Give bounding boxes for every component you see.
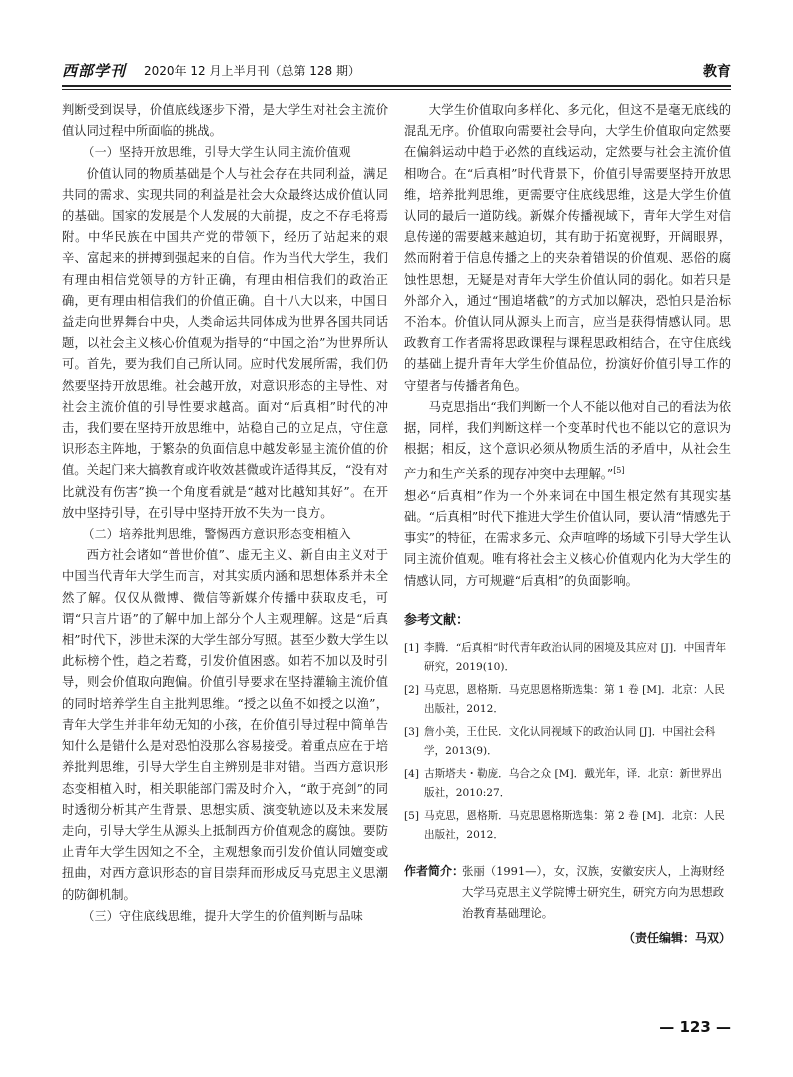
reference-number: [3] bbox=[404, 725, 420, 738]
reference-number: [4] bbox=[404, 767, 420, 780]
reference-number: [1] bbox=[404, 641, 420, 654]
subsection-heading: （一）坚持开放思维，引导大学生认同主流价值观 bbox=[82, 145, 351, 160]
reference-text: 李腾．“后真相”时代青年政治认同的困境及其应对 [J]．中国青年研究，2019(10)． bbox=[424, 641, 727, 673]
paragraph bbox=[404, 397, 731, 486]
issue-info: 2020年 12 月上半月刊（总第 128 期） bbox=[144, 64, 360, 78]
paragraph: 想必“后真相”作为一个外来词在中国生根定然有其现实基础。“后真相”时代下推进大学生价值认同，要认清“情感先于事实”的特征，在需求多元、众声喧哗的场域下引导大学生认同主流价值观。唯有将社会主义核心价值观内化为大学生的情感认同，方可规避“后真相”的负面影响。 bbox=[404, 488, 731, 588]
reference-text: 古斯塔夫・勒庞．乌合之众 [M]．戴光年，译．北京：新世界出版社，2010:27． bbox=[424, 767, 722, 799]
reference-list bbox=[404, 639, 731, 845]
paragraph: 西方社会诸如“普世价值”、虚无主义、新自由主义对于中国当代青年大学生而言，对其实质内涵和思想体系并未全然了解。仅仅从微博、微信等新媒介传播中获取皮毛，可谓“只言片语”的了解中加上部分个人主观理解。这是“后真相”时代下，涉世未深的大学生部分写照。甚至少数大学生以此标榜个性，趋之若鹜，引发价值困惑。如若不加以及时引导，则会价值取向跑偏。价值引导要求在坚持灌输主流价值的同时培养学生自主批判思维。“授之以鱼不如授之以渔”，青年大学生并非年幼无知的小孩，在价值引导过程中简单告知什么是错什么是对恐怕没那么容易接受。着重点应在于培养批判思维，引导大学生自主辨别是非对错。当西方意识形态变相植入时，相关职能部门需及时介入，“敢于亮剑”的同时透彻分析其产生背景、思想实质、演变轨迹以及未来发展走向，引导大学生从源头上抵制西方价值观念的腐蚀。要防止青年大学生因知之不全，主观想象而引发价值认同嬗变或扭曲，对西方意识形态的盲目崇拜而形成反马克思主义思潮的防御机制。 bbox=[62, 548, 389, 902]
paragraph: 大学生价值取向多样化、多元化，但这不是毫无底线的混乱无序。价值取向需要社会导向，大学生价值取向定然要在偏斜运动中趋于必然的直线运动，定然要与社会主流价值相吻合。在“后真相”时代背景下，价值引导需要坚持开放思维，培养批判思维，更需要守住底线思维，这是大学生价值认同的最后一道防线。新媒介传播视域下，青年大学生对信息传递的需要越来越迫切，其有助于拓宽视野，开阔眼界，然而附着于信息传播之上的夹杂着错误的价值观、恶俗的腐蚀性思想，无疑是对青年大学生价值认同的弱化。如若只是外部介入，通过“围追堵截”的方式加以解决，恐怕只是治标不治本。价值认同从源头上而言，应当是获得情感认同。思政教育工作者需将思政课程与课程思政相结合，在守住底线的基础上提升青年大学生价值品位，扮演好价值引导工作的守望者与传播者角色。 bbox=[404, 103, 731, 393]
reference-number: [5] bbox=[404, 809, 420, 822]
reference-item bbox=[404, 681, 731, 719]
reference-item bbox=[404, 765, 731, 803]
page-number: — 123 — bbox=[659, 1018, 731, 1036]
author-bio-label: 作者简介： bbox=[404, 863, 465, 878]
header-rule-thick bbox=[62, 85, 731, 87]
paragraph: 价值认同的物质基础是个人与社会存在共同利益，满足共同的需求、实现共同的利益是社会大众最终达成价值认同的基础。国家的发展是个人发展的大前提，皮之不存毛将焉附。中华民族在中国共产党的带领下，经历了站起来的艰辛、富起来的拼搏到强起来的自信。作为当代大学生，我们有理由相信党领导的方针正确，有理由相信我们的政治正确，更有理由相信我们的价值正确。自十八大以来，中国日益走向世界舞台中央，人类命运共同体成为世界各国共同话题，以社会主义核心价值观为指导的“中国之治”为世界所认可。首先，要为我们自己所认同。应时代发展所需，我们仍然要坚持开放思维。社会越开放，对意识形态的主导性、对社会主流价值的引导性要求越高。面对“后真相”时代的冲击，我们要在坚持开放思维中，站稳自己的立足点，守住意识形态主阵地，于繁杂的负面信息中越发彰显主流价值的价值。关起门来大搞教育或许收效甚微或许适得其反，“没有对比就没有伤害”换一个角度看就是“越对比越知其好”。在开放中坚持引导，在引导中坚持开放不失为一良方。 bbox=[62, 166, 389, 520]
citation-marker: [5] bbox=[613, 466, 625, 476]
reference-text: 詹小美，王仕民．文化认同视域下的政治认同 [J]．中国社会科学，2013(9)． bbox=[424, 725, 716, 757]
journal-logo: 西部学刊 bbox=[62, 62, 127, 80]
subsection-heading: （二）培养批判思维，警惕西方意识形态变相植入 bbox=[82, 527, 351, 542]
section-name: 教育 bbox=[703, 64, 731, 80]
reference-item bbox=[404, 807, 731, 845]
page-header bbox=[62, 60, 731, 82]
author-bio bbox=[404, 861, 731, 924]
paragraph: 判断受到误导，价值底线逐步下滑，是大学生对社会主流价值认同过程中所面临的挑战。 bbox=[62, 103, 388, 139]
responsible-editor: （责任编辑：马双） bbox=[622, 930, 731, 945]
reference-item bbox=[404, 723, 731, 761]
references-title: 参考文献： bbox=[404, 612, 470, 628]
header-rule-thin bbox=[62, 89, 731, 90]
reference-text: 马克思，恩格斯．马克思恩格斯选集：第 1 卷 [M]．北京：人民出版社，2012． bbox=[424, 683, 725, 715]
quote-text: 马克思指出“我们判断一个人不能以他对自己的看法为依据，同样，我们判断这样一个变革时代也不能以它的意识为根据；相反，这个意识必须从物质生活的矛盾中，从社会生产力和生产关系的现存冲突中去理解。” bbox=[404, 399, 731, 482]
left-column bbox=[62, 100, 388, 927]
reference-text: 马克思，恩格斯．马克思恩格斯选集：第 2 卷 [M]．北京：人民出版社，2012． bbox=[424, 809, 725, 841]
reference-item bbox=[404, 639, 731, 677]
right-column bbox=[404, 100, 731, 949]
reference-number: [2] bbox=[404, 683, 420, 696]
subsection-heading: （三）守住底线思维，提升大学生的价值判断与品味 bbox=[82, 908, 363, 923]
author-bio-text: 张丽（1991—），女，汉族，安徽安庆人，上海财经大学马克思主义学院博士研究生，研究方向为思想政治教育基础理论。 bbox=[462, 863, 725, 920]
